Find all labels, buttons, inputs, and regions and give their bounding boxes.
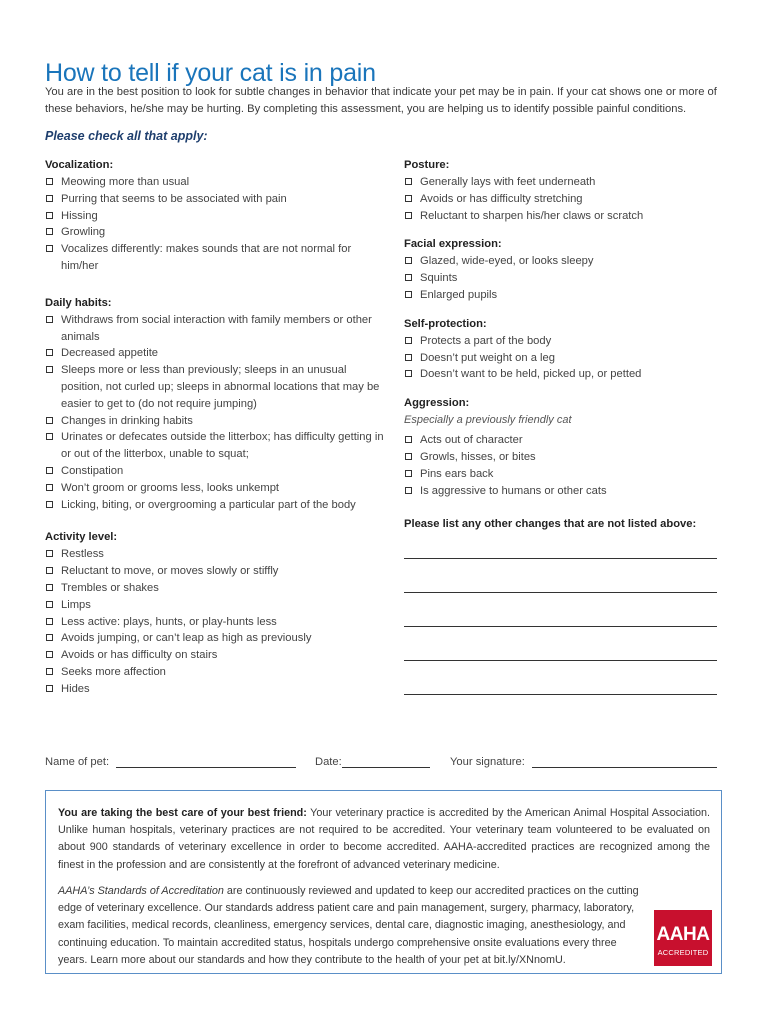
page-title: How to tell if your cat is in pain — [45, 58, 376, 87]
checklist-item-label: Licking, biting, or overgrooming a particular part of the body — [61, 498, 356, 511]
checklist-item — [45, 345, 385, 362]
checklist-item — [404, 270, 734, 287]
checklist — [404, 333, 734, 383]
other-changes-line-4[interactable] — [404, 659, 717, 661]
other-changes-line-2[interactable] — [404, 591, 717, 593]
checklist-item — [45, 413, 385, 430]
signature-label: Your signature: — [450, 756, 525, 768]
checkbox[interactable] — [405, 337, 412, 344]
checklist-item-label: Pins ears back — [420, 467, 494, 480]
checklist-item-label: Hissing — [61, 209, 98, 222]
checklist-item — [404, 208, 734, 225]
aaha-logo-subtext: ACCREDITED — [657, 948, 709, 957]
checklist — [404, 174, 734, 224]
checkbox[interactable] — [46, 618, 53, 625]
checkbox[interactable] — [405, 370, 412, 377]
checklist — [45, 174, 385, 275]
checklist-item-label: Is aggressive to humans or other cats — [420, 484, 607, 497]
section-title: Self-protection: — [404, 317, 487, 330]
checklist-item — [404, 191, 734, 208]
checkbox[interactable] — [46, 501, 53, 508]
standards-title: AAHA’s Standards of Accreditation — [58, 885, 224, 897]
checklist — [404, 253, 734, 303]
checklist-item — [45, 224, 385, 241]
check-all-heading: Please check all that apply: — [45, 129, 208, 143]
checklist-item-label: Glazed, wide-eyed, or looks sleepy — [420, 255, 594, 268]
checkbox[interactable] — [46, 178, 53, 185]
section-title: Aggression: — [404, 397, 470, 410]
checkbox[interactable] — [405, 487, 412, 494]
checklist-item-label: Avoids or has difficulty on stairs — [61, 649, 218, 662]
checklist-item-label: Growling — [61, 226, 106, 239]
other-changes-section — [404, 516, 734, 695]
checklist-item-label: Decreased appetite — [61, 347, 159, 360]
checklist-item — [45, 362, 385, 412]
intro-text: You are in the best position to look for subtle changes in behavior that indicate your pet may be in pain. If your cat shows one or more of these behaviors, he/she may be hurting. By completing this assessment, you are helping us to identify possible painful conditions. — [45, 86, 717, 115]
checklist-item — [404, 432, 734, 449]
checkbox[interactable] — [46, 228, 53, 235]
date-label: Date: — [315, 756, 342, 768]
checklist — [404, 432, 734, 499]
checklist-item — [404, 287, 734, 304]
accreditation-box — [45, 790, 722, 974]
checkbox[interactable] — [405, 195, 412, 202]
left-column — [45, 157, 385, 698]
checklist — [45, 312, 385, 514]
other-changes-prompt: Please list any other changes that are not listed above: — [404, 518, 697, 531]
checkbox[interactable] — [46, 433, 53, 440]
checkbox[interactable] — [46, 651, 53, 658]
checkbox[interactable] — [405, 274, 412, 281]
checklist-item-label: Reluctant to move, or moves slowly or stiffly — [61, 565, 279, 578]
checklist-item — [404, 483, 734, 500]
checklist-item-label: Enlarged pupils — [420, 288, 498, 301]
accreditation-lead: You are taking the best care of your best friend: — [58, 807, 307, 819]
section-title: Daily habits: — [45, 296, 112, 309]
checklist-item — [45, 174, 385, 191]
checklist-item — [45, 614, 385, 631]
checkbox[interactable] — [405, 291, 412, 298]
aaha-logo-text: AAHA — [656, 924, 710, 945]
checklist-item — [45, 241, 385, 275]
checklist-item — [404, 466, 734, 483]
checklist-item — [404, 350, 734, 367]
checklist-item-label: Changes in drinking habits — [61, 414, 193, 427]
checklist-item-label: Avoids or has difficulty stretching — [420, 192, 583, 205]
activity-level-section — [45, 529, 385, 697]
checkbox[interactable] — [46, 366, 53, 373]
checklist-item — [45, 647, 385, 664]
facial-expression-section — [404, 236, 734, 303]
checkbox[interactable] — [46, 212, 53, 219]
accreditation-paragraph — [58, 805, 710, 874]
checklist-item-label: Withdraws from social interaction with family members or other animals — [61, 313, 372, 343]
checklist-item-label: Meowing more than usual — [61, 176, 190, 188]
checklist — [45, 546, 385, 697]
checklist-item — [404, 449, 734, 466]
checklist-item — [45, 208, 385, 225]
checklist-item-label: Urinates or defecates outside the litterbox; has difficulty getting in or out of the litterbox, unable to squat; — [61, 431, 384, 461]
checklist-item — [45, 597, 385, 614]
checklist-item — [404, 333, 734, 350]
checkbox[interactable] — [405, 354, 412, 361]
checklist-item-label: Constipation — [61, 464, 124, 477]
section-subtitle: Especially a previously friendly cat — [404, 414, 572, 427]
checklist-item — [404, 366, 734, 383]
checkbox[interactable] — [405, 212, 412, 219]
checkbox[interactable] — [405, 470, 412, 477]
aaha-accredited-logo — [654, 910, 712, 966]
date-field[interactable] — [342, 757, 430, 768]
checkbox[interactable] — [46, 584, 53, 591]
checkbox[interactable] — [46, 195, 53, 202]
checkbox[interactable] — [405, 178, 412, 185]
checkbox[interactable] — [405, 453, 412, 460]
checklist-item — [404, 174, 734, 191]
section-title: Facial expression: — [404, 238, 502, 251]
checklist-item — [45, 580, 385, 597]
checklist-item — [45, 497, 385, 514]
checklist-item — [45, 681, 385, 698]
checkbox[interactable] — [46, 685, 53, 692]
checklist-item — [45, 563, 385, 580]
checklist-item-label: Acts out of character — [420, 434, 523, 447]
checklist-item-label: Squints — [420, 272, 458, 285]
checkbox[interactable] — [46, 417, 53, 424]
checkbox[interactable] — [405, 257, 412, 264]
checklist-item — [45, 463, 385, 480]
checklist-item-label: Vocalizes differently: makes sounds that are not normal for him/her — [61, 243, 352, 272]
checkbox[interactable] — [46, 550, 53, 557]
checklist-item — [45, 191, 385, 208]
checklist-item-label: Protects a part of the body — [420, 334, 552, 347]
section-title: Vocalization: — [45, 159, 114, 171]
checkbox[interactable] — [405, 436, 412, 443]
checklist-item-label: Avoids jumping, or can’t leap as high as previously — [61, 632, 312, 645]
checklist-item-label: Generally lays with feet underneath — [420, 176, 596, 188]
other-changes-line-5[interactable] — [404, 693, 717, 695]
checkbox[interactable] — [46, 601, 53, 608]
checkbox[interactable] — [46, 349, 53, 356]
checklist-item — [45, 312, 385, 346]
vocalization-section — [45, 157, 385, 275]
right-column — [404, 157, 734, 695]
checklist-item-label: Trembles or shakes — [61, 581, 159, 594]
checklist-item-label: Sleeps more or less than previously; sleeps in an unusual position, not curled up; sleeps in abnormal locations that may be easier to get to (do not require jumping) — [61, 364, 380, 410]
other-changes-line-1[interactable] — [404, 557, 717, 559]
checkbox[interactable] — [46, 484, 53, 491]
checkbox[interactable] — [46, 668, 53, 675]
checklist-item — [45, 480, 385, 497]
checkbox[interactable] — [46, 245, 53, 252]
checklist-item-label: Growls, hisses, or bites — [420, 450, 536, 463]
checkbox[interactable] — [46, 316, 53, 323]
signature-field[interactable] — [532, 757, 717, 768]
checklist-item-label: Seeks more affection — [61, 665, 166, 678]
checklist-item — [45, 546, 385, 563]
checklist-item-label: Won’t groom or grooms less, looks unkempt — [61, 481, 280, 494]
checklist-item-label: Doesn’t put weight on a leg — [420, 351, 555, 364]
checklist-item — [45, 429, 385, 463]
section-title: Activity level: — [45, 531, 118, 544]
checkbox[interactable] — [46, 467, 53, 474]
checkbox[interactable] — [46, 634, 53, 641]
daily-habits-section — [45, 295, 385, 514]
checklist-item — [45, 664, 385, 681]
checklist-item-label: Reluctant to sharpen his/her claws or scratch — [420, 209, 644, 222]
checklist-item — [404, 253, 734, 270]
aggression-section — [404, 395, 734, 499]
checklist-item-label: Purring that seems to be associated with pain — [61, 192, 287, 205]
self-protection-section — [404, 316, 734, 383]
checklist-item-label: Limps — [61, 598, 91, 611]
accreditation-text: Your veterinary practice is accredited by the American Animal Hospital Association. Unlike human hospitals, veterinary practices are not required to be accredited. Your veterinary team volunteered to be evaluated on about 900 standards of veterinary excellence in order to become accredited. AAHA-accredited practices are recognized among the finest in the profession and are consistently at the forefront of advanced veterinary medicine. — [58, 807, 710, 871]
checklist-item — [45, 630, 385, 647]
other-changes-line-3[interactable] — [404, 625, 717, 627]
checklist-item-label: Doesn’t want to be held, picked up, or petted — [420, 368, 642, 381]
checklist-item-label: Less active: plays, hunts, or play-hunts less — [61, 615, 277, 628]
posture-section — [404, 157, 734, 224]
standards-paragraph — [58, 883, 648, 969]
pet-name-label: Name of pet: — [45, 756, 110, 768]
checklist-item-label: Hides — [61, 682, 90, 695]
section-title: Posture: — [404, 159, 450, 171]
checkbox[interactable] — [46, 567, 53, 574]
pet-name-field[interactable] — [116, 757, 296, 768]
checklist-item-label: Restless — [61, 548, 104, 561]
standards-text: are continuously reviewed and updated to keep our accredited practices on the cutting edge of veterinary excellence. Our standards address patient care and pain management, surgery, pharmacy, laboratory, exam facilities, medical records, cleanliness, emergency services, dental care, diagnostic imaging, anesthesiology, and continuing education. To maintain accredited status, hospitals undergo comprehensive onsite evaluations every three years. Learn more about our standards and how they contribute to the health of your pet at bit.ly/XNnomU. — [58, 885, 639, 966]
